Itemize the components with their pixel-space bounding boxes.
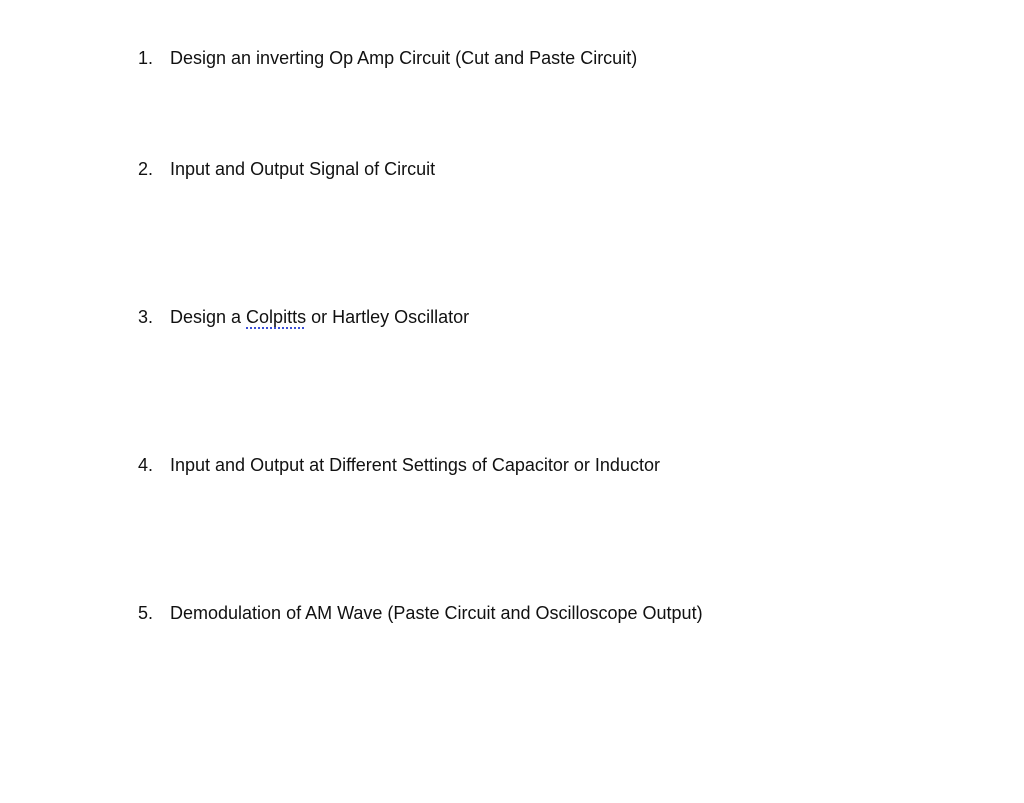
list-item-text bbox=[170, 305, 469, 329]
list-item bbox=[138, 157, 435, 181]
list-item bbox=[138, 46, 637, 70]
list-number: 4. bbox=[138, 455, 154, 475]
list-item bbox=[138, 453, 660, 477]
list-number: 5. bbox=[138, 603, 154, 623]
list-number: 2. bbox=[138, 159, 154, 179]
list-item bbox=[138, 305, 469, 329]
list-item-text: Design an inverting Op Amp Circuit (Cut and Paste Circuit) bbox=[170, 48, 638, 68]
list-item-text: Input and Output Signal of Circuit bbox=[170, 159, 436, 179]
list-item-text: Demodulation of AM Wave (Paste Circuit and Oscilloscope Output) bbox=[170, 603, 703, 623]
list-number: 3. bbox=[138, 307, 154, 327]
spellcheck-flagged-word[interactable]: Colpitts bbox=[246, 307, 307, 327]
list-item-text: Input and Output at Different Settings of Capacitor or Inductor bbox=[170, 455, 660, 475]
list-item-text-before: Design a bbox=[170, 307, 247, 327]
list-item bbox=[138, 601, 703, 625]
list-item-text-after: or Hartley Oscillator bbox=[306, 307, 470, 327]
list-number: 1. bbox=[138, 48, 154, 68]
